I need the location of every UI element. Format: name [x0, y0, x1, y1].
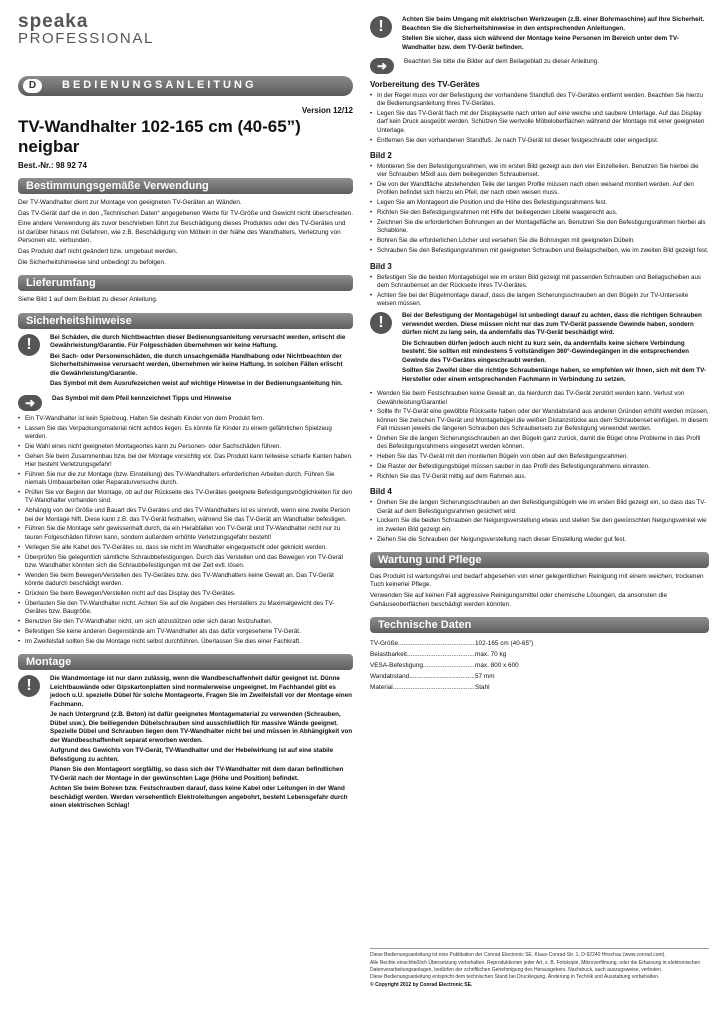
list-item: • Schrauben Sie den Befestigungsrahmen mit geeigneten Schrauben und Beilagscheiben, wie im zweiten Bild gezeigt fest. [370, 247, 709, 255]
exclamation-icon: ! [18, 675, 40, 697]
paragraph: Verwenden Sie auf keinen Fall aggressive Reinigungsmittel oder chemische Lösungen, da ansonsten die Gehäuseoberflächen beschädigt werden könnten. [370, 592, 667, 608]
warning-text: Bei Sach- oder Personenschäden, die durch unsachgemäße Handhabung oder Nichtbeachten der Sicherheitshinweise verursacht werden, übernehmen wir keine Haftung. In solchen Fällen erlischt die Gewährleistung/Garantie. [50, 352, 343, 377]
section-tech-header: Technische Daten [370, 617, 709, 633]
tech-table [370, 638, 709, 693]
paragraph: Das Produkt darf nicht geändert bzw. umgebaut werden. [18, 247, 178, 255]
paragraph: Der TV-Wandhalter dient zur Montage von geeigneten TV-Geräten an Wänden. [18, 199, 242, 206]
tech-row [370, 682, 709, 693]
list-item: • In der Regel muss vor der Befestigung der vorhandene Standfuß des TV-Gerätes entfernt werden. Beachten Sie hierzu die Bedienungsanleitung Ihres TV-Gerätes. [370, 92, 709, 109]
list-item: • Führen Sie die Montage sehr gewissenhaft durch, da ein Herabfallen von TV-Gerät und TV-Wandhalter nicht nur zu teuren Folgeschäden führen kann, sondern außerdem erhöhte Verletzungsgefahr besteht! [18, 525, 353, 542]
list-item: • Prüfen Sie vor Beginn der Montage, ob auf der Rückseite des TV-Gerätes geeignete Befestigungsmöglichkeiten für den TV-Wandhalter vorhanden sind. [18, 489, 353, 506]
warning-text: Achten Sie beim Umgang mit elektrischen Werkzeugen (z.B. einer Bohrmaschine) auf Ihre Sicherheit. Beachten Sie die Sicherheitshinweise in den entsprechenden Anleitungen. [402, 16, 705, 32]
tip-text: Das Symbol mit dem Pfeil kennzeichnet Tipps und Hinweise [52, 394, 232, 402]
tech-value: Stahl [475, 684, 490, 692]
tech-row [370, 649, 709, 660]
list-item: • Ein TV-Wandhalter ist kein Spielzeug. Halten Sie deshalb Kinder von dem Produkt fern. [18, 415, 353, 423]
bild3-list [370, 274, 709, 309]
list-item: • Überlasten Sie den TV-Wandhalter nicht. Achten Sie auf die Angaben des Herstellers zu Maximalgewicht des TV-Gerätes bzw. Baugröße. [18, 600, 353, 617]
list-item: • Sollte Ihr TV-Gerät eine gewölbte Rückseite haben oder der Wandabstand aus anderen Gründen erhöht werden müssen, können Sie zwischen TV-Gerät und Montagebügel die weißen Distanzstücke aus dem Schraubenset einfügen. In diesem Fall müssen jeweils die längeren Schrauben des Schraubensets zur Befestigung verwendet werden. [370, 408, 709, 433]
tech-key: Material ..... [370, 682, 475, 693]
section-usage-header: Bestimmungsgemäße Verwendung [18, 178, 353, 194]
warning-text: Das Symbol mit dem Ausrufezeichen weist auf wichtige Hinweise in der Bedienungsanleitung hin. [50, 380, 343, 388]
warning-text: Die Wandmontage ist nur dann zulässig, wenn die Wandbeschaffenheit dafür geeignet ist. Dünne Leichtbauwände oder Gipskartonplatten sind normalerweise ungeeignet. Im Fachhandel gibt es jedoch u.U. spezielle Dübel für solche Montageorte. Fragen Sie im Zweifelsfall vor der Montage einen Fachmann. [50, 675, 352, 708]
prep-heading: Vorbereitung des TV-Gerätes [370, 80, 480, 89]
list-item: • Führen Sie nur die zur Montage (bzw. Einstellung) des TV-Wandhalters erforderlichen Arbeiten durch. Führen Sie niemals Umbauarbeiten oder Reparaturversuche durch. [18, 471, 353, 488]
tech-value: max. 800 x 600 [475, 662, 519, 670]
list-item: • Überprüfen Sie gelegentlich sämtliche Schraubbefestigungen. Durch das Verstellen und das Bewegen von TV-Gerät bzw. Wandhalter könnten sich die Schraubbefestigungen mit der Zeit evtl. lösen. [18, 554, 353, 571]
bild3-list-2 [370, 390, 709, 481]
list-item: • Wenden Sie beim Bewegen/Verstellen des TV-Gerätes bzw. des TV-Wandhalters keine Gewalt an. Das TV-Gerät könnte dadurch beschädigt werden. [18, 572, 353, 589]
usage-text [18, 199, 353, 267]
exclamation-icon: ! [370, 312, 392, 334]
list-item: • Drehen Sie die langen Sicherungsschrauben an den Befestigungsbügeln wie im ersten Bild gezeigt ein, so dass das TV-Gerät auf dem Befestigungsrahmen gesichert wird. [370, 499, 709, 516]
safety-warning [18, 334, 353, 391]
paragraph: Das Produkt ist wartungsfrei und bedarf abgesehen von einer gelegentlichen Reinigung mit einem weichen, trockenen Tuch keinerlei Pflege. [370, 572, 704, 589]
tech-key: TV-Größe ..... [370, 638, 475, 649]
list-item: • Lassen Sie das Verpackungsmaterial nicht achtlos liegen. Es könnte für Kinder zu einem gefährlichen Spielzeug werden. [18, 425, 353, 442]
tech-key: Wandabstand ..... [370, 671, 475, 682]
bild4-list [370, 499, 709, 544]
list-item: • Wenden Sie beim Festschrauben keine Gewalt an, da hierdurch das TV-Gerät zerstört werden kann. Verlust von Gewährleistung/Garantie! [370, 390, 709, 407]
warning-text: Achten Sie beim Bohren bzw. Festschrauben darauf, dass keine Kabel oder Leitungen in der Wand beschädigt werden. Werden versehentlich Elektroleitungen angebohrt, besteht Lebensgefahr durch einen elektrischen Schlag! [50, 785, 348, 810]
page-title: TV-Wandhalter 102-165 cm (40-65”) neigbar [18, 117, 301, 156]
list-item: • Im Zweifelsfall sollten Sie die Montage nicht selbst durchführen. Überlassen Sie dies einer Fachkraft. [18, 638, 353, 646]
list-item: • Gehen Sie beim Zusammenbau bzw. bei der Montage vorsichtig vor. Das Produkt kann teilweise scharfe Kanten haben. Hier besteht Verletzungsgefahr! [18, 453, 353, 470]
footer [370, 948, 709, 990]
warning-text: Aufgrund des Gewichts von TV-Gerät, TV-Wandhalter und der Hebelwirkung ist auf eine stabile Befestigung zu achten. [50, 747, 334, 763]
paragraph: Eine andere Verwendung als zuvor beschrieben führt zur Beschädigung dieses Produktes oder des TV-Gerätes und ist darüber hinaus mit Gefahren, wie z.B. Beschädigung von Möbeln in der Nähe des Wandhalters, Verletzung von Personen etc. verbunden. [18, 220, 346, 245]
left-column [18, 0, 353, 1024]
list-item: • Richten Sie den Befestigungsrahmen mit Hilfe der beiliegenden Libelle waagerecht aus. [370, 209, 709, 217]
tech-value: max. 70 kg [475, 651, 507, 659]
bild4-heading: Bild 4 [370, 487, 392, 497]
warning-text: Bei Schäden, die durch Nichtbeachten dieser Bedienungsanleitung verursacht werden, erlischt die Gewährleistung/Garantie. Für Folgeschäden übernehmen wir keine Haftung. [50, 333, 346, 350]
warning-text: Je nach Untergrund (z.B. Beton) ist dafür geeignetes Montagematerial zu verwenden (Schrauben, Dübel usw.). Die beiliegenden Dübelschrauben sind ausschließlich für massive Wände geeignet. Spezielle Dübel und Schrauben liegen dem TV-Wandhalter nicht bei und müssen in Abhängigkeit von der Wandbeschaffenheit separat erworben werden. [50, 711, 353, 744]
list-item: • Drehen Sie die langen Sicherungsschrauben an den Bügeln ganz zurück, damit die Bügel ohne Probleme in das Profil des Befestigungsrahmens eingesetzt werden können. [370, 435, 709, 452]
version-text: Version 12/12 [301, 106, 353, 115]
section-scope-header: Lieferumfang [18, 275, 353, 291]
list-item: • Heben Sie das TV-Gerät mit den montierten Bügeln von oben auf den Befestigungsrahmen. [370, 453, 709, 461]
footer-text: Diese Bedienungsanleitung entspricht dem technischen Stand bei Drucklegung. Änderung in Technik und Ausstattung vorbehalten. [370, 974, 660, 981]
exclamation-icon: ! [370, 16, 392, 38]
list-item: • Drücken Sie beim Bewegen/Verstellen nicht auf das Display des TV-Gerätes. [18, 590, 353, 598]
manual-label: BEDIENUNGSANLEITUNG [62, 79, 257, 91]
warning-text: Sollten Sie Zweifel über die richtige Schraubenlänge haben, so empfehlen wir Ihnen, sich mit dem TV-Hersteller oder einem entsprechenden Fachmann in Verbindung zu setzen. [402, 367, 707, 383]
order-number: Best.-Nr.: 98 92 74 [18, 161, 87, 170]
tech-row [370, 638, 709, 649]
tech-key: Belastbarkeit ..... [370, 649, 475, 660]
list-item: • Ziehen Sie die Schrauben der Neigungsverstellung nach dieser Einstellung wieder gut fest. [370, 536, 709, 544]
list-item: • Bohren Sie die erforderlichen Löcher und versehen Sie die Bohrungen mit geeigneten Dübeln. [370, 237, 709, 245]
paragraph: Die Sicherheitshinweise sind unbedingt zu befolgen. [18, 258, 166, 266]
list-item: • Zeichnen Sie die erforderlichen Bohrungen an der Montagefläche an. Benutzen Sie den Befestigungsrahmen hierbei als Schablone. [370, 219, 709, 236]
paragraph: Das TV-Gerät darf die in den „Technischen Daten“ angegebenen Werte für TV-Größe und Gewicht nicht überschreiten. [18, 209, 353, 217]
list-item: • Die von der Wandfläche abstehenden Teile der langen Profile müssen nach oben weisend montiert werden. Auf den Profilen befindet sich hierzu ein Pfeil, der nach oben weisen muss. [370, 181, 709, 198]
tech-value: 57 mm [475, 673, 495, 681]
list-item: • Lockern Sie die beiden Schrauben der Neigungsverstellung etwas und stellen Sie den gewünschten Neigungswinkel wie im zweiten Bild gezeigt ein. [370, 517, 709, 534]
arrow-right-icon: ➜ [370, 58, 394, 74]
tech-row [370, 660, 709, 671]
exclamation-icon: ! [18, 334, 40, 356]
tip-text: Beachten Sie bitte die Bilder auf dem Beilageblatt zu dieser Anleitung. [404, 58, 599, 65]
bild3-heading: Bild 3 [370, 261, 392, 271]
arrow-right-icon: ➜ [18, 395, 42, 411]
footer-text: Alle Rechte einschließlich Übersetzung vorbehalten. Reproduktionen jeder Art, z. B. Fotokopie, Mikroverfilmung, oder die Erfassung in elektronischen Datenverarbeitungsanlagen, bedürfen der schriftlichen Genehmigung des Herausgebers. Nachdruck, auch auszugsweise, verboten. [370, 959, 701, 973]
copyright: © Copyright 2012 by Conrad Electronic SE. [370, 982, 473, 989]
mounting-warning [18, 675, 353, 813]
brand-logo [18, 12, 353, 48]
list-item: • Richten Sie das TV-Gerät mittig auf dem Rahmen aus. [370, 473, 709, 481]
tech-value: 102-165 cm (40-65”) [475, 640, 534, 648]
list-item: • Befestigen Sie die beiden Montagebügel wie im ersten Bild gezeigt mit passenden Schrauben und Beilagscheiben aus dem Schraubenset an der Rückseite Ihres TV-Gerätes. [370, 274, 709, 291]
logo-wordmark: speaka [18, 11, 89, 32]
list-item: • Achten Sie bei der Bügelmontage darauf, dass die langen Sicherungsschrauben an den Bügeln zur TV-Unterseite weisen müssen. [370, 292, 709, 309]
warning-text: Planen Sie den Montageort sorgfältig, so dass sich der TV-Wandhalter mit dem daran befindlichen TV-Gerät nach der Montage in der gewünschten Lage (Höhe und Position) befindet. [50, 766, 344, 782]
logo-subline: PROFESSIONAL [18, 30, 154, 47]
safety-list [18, 415, 353, 646]
warning-text: Bei der Befestigung der Montagebügel ist unbedingt darauf zu achten, dass die richtigen Schrauben verwendet werden. Diese müssen nicht nur das zum TV-Gerät passende Gewinde haben, sondern dürfen nicht zu lang sein, da andernfalls das TV-Gerät beschädigt wird. [402, 312, 702, 337]
bild2-list [370, 163, 709, 256]
list-item: • Die Raster der Befestigungsbügel müssen sauber in das Profil des Befestigungsrahmens einrasten. [370, 463, 709, 471]
scope-text: Siehe Bild 1 auf dem Beiblatt zu dieser Anleitung. [18, 296, 158, 304]
list-item: • Legen Sie am Montageort die Position und die Höhe des Befestigungsrahmens fest. [370, 199, 709, 207]
warning-text: Stellen Sie sicher, dass sich während der Montage keine Personen im Bereich unter dem TV-Wandhalter bzw. dem TV-Gerät befinden. [402, 35, 679, 51]
list-item: • Legen Sie das TV-Gerät flach mit der Displayseite nach unten auf eine weiche und saubere Unterlage. Auf das Display darf kein Druck ausgeübt werden. Schützen Sie wertvolle Möbeloberflächen während der Montage mit einer geeigneten Unterlage. [370, 110, 709, 135]
manual-header-bar [18, 76, 353, 96]
list-item: • Abhängig von der Größe und Bauart des TV-Gerätes und des TV-Wandhalters ist es sinnvoll, wenn eine zweite Person bei der Montage hilft. Diese kann z.B. das TV-Gerät festhalten, während Sie das TV-Gerät am Wandhalter befestigen. [18, 507, 353, 524]
bild2-heading: Bild 2 [370, 150, 392, 160]
section-care-header: Wartung und Pflege [370, 552, 709, 568]
right-column [370, 0, 709, 1024]
footer-text: Diese Bedienungsanleitung ist eine Publikation der Conrad Electronic SE, Klaus-Conrad-Str. 1, D-92240 Hirschau (www.conrad.com). [370, 952, 666, 958]
image-tip [370, 58, 709, 74]
language-badge: D [23, 79, 42, 93]
section-safety-header: Sicherheitshinweise [18, 313, 353, 329]
warning-text: Die Schrauben dürfen jedoch auch nicht zu kurz sein, da andernfalls keine sichere Verbindung besteht. Sie sollten mit mindestens 5 vollständigen 360°-Gewindegängen in die entsprechenden Gewinde des TV-Gerätes eingeschraubt werden. [402, 339, 689, 364]
list-item: • Verlegen Sie alle Kabel des TV-Gerätes so, dass sie nicht im Wandhalter eingequetscht oder geknickt werden. [18, 544, 353, 552]
screw-warning [370, 312, 709, 386]
prep-list [370, 92, 709, 145]
safety-tip [18, 395, 353, 411]
list-item: • Die Wahl eines nicht geeigneten Montageortes kann zu Personen- oder Sachschäden führen. [18, 443, 353, 451]
list-item: • Befestigen Sie keine anderen Gegenstände am TV-Wandhalter als das dafür vorgesehene TV-Gerät. [18, 628, 353, 636]
tech-row [370, 671, 709, 682]
tech-key: VESA-Befestigung ..... [370, 660, 475, 671]
list-item: • Montieren Sie den Befestigungsrahmen, wie im ersten Bild gezeigt aus den vier Einzelteilen. Benutzen Sie hierbei die vier Schrauben M5x8 aus dem beiliegenden Schraubenset. [370, 163, 709, 180]
list-item: • Entfernen Sie den vorhandenen Standfuß. Je nach TV-Gerät ist dieser festgeschraubt oder eingeclipst. [370, 137, 709, 145]
section-mounting-header: Montage [18, 654, 353, 670]
tool-warning [370, 16, 709, 54]
care-text [370, 573, 709, 609]
list-item: • Benutzen Sie den TV-Wandhalter nicht, um sich abzustützen oder sich daran festzuhalten. [18, 618, 353, 626]
